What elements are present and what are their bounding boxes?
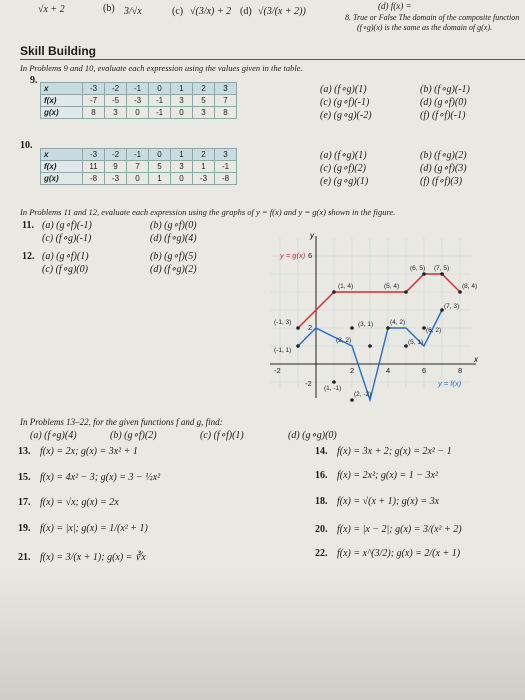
cell: -3 bbox=[105, 173, 127, 185]
p12-part-c: (c) (f∘g)(0) bbox=[42, 264, 88, 275]
p10-part-a: (a) (f∘g)(1) bbox=[320, 150, 367, 161]
problem-17-text: f(x) = √x; g(x) = 2x bbox=[40, 497, 119, 508]
cell: -1 bbox=[215, 161, 237, 173]
cell: 3 bbox=[105, 107, 127, 119]
g-curve bbox=[298, 274, 460, 328]
p10-part-f: (f) (f∘f)(3) bbox=[420, 176, 463, 187]
cell: 9 bbox=[105, 161, 127, 173]
p9-part-a: (a) (f∘g)(1) bbox=[320, 84, 367, 95]
find-d: (d) (g∘g)(0) bbox=[288, 430, 337, 441]
problem-19-number: 19. bbox=[18, 523, 31, 534]
problem-10-number: 10. bbox=[20, 140, 33, 151]
tick-label: 2 bbox=[350, 366, 355, 375]
cell: 3 bbox=[215, 83, 237, 95]
top-label-d: (d) bbox=[240, 6, 252, 17]
point-label: (1, -1) bbox=[324, 385, 342, 392]
top-expr-d: √(3/(x + 2)) bbox=[258, 6, 306, 17]
p10-part-e: (e) (g∘g)(1) bbox=[320, 176, 369, 187]
cell: 0 bbox=[149, 83, 171, 95]
tick-label: -2 bbox=[305, 379, 312, 388]
point-label: (1, 4) bbox=[338, 283, 354, 290]
cell: -8 bbox=[215, 173, 237, 185]
problem-17-number: 17. bbox=[18, 497, 31, 508]
p11-part-b: (b) (g∘f)(0) bbox=[150, 220, 197, 231]
cell: 1 bbox=[149, 173, 171, 185]
question-8: 8. True or False The domain of the composite function bbox=[345, 13, 520, 22]
page-shadow bbox=[0, 570, 525, 700]
cell: 7 bbox=[215, 95, 237, 107]
problem-16-number: 16. bbox=[315, 470, 328, 481]
cell: -8 bbox=[83, 173, 105, 185]
point-label: (8, 4) bbox=[462, 283, 478, 290]
cell: 2 bbox=[193, 149, 215, 161]
problem-12-number: 12. bbox=[22, 251, 35, 262]
problem-19-text: f(x) = |x|; g(x) = 1/(x² + 1) bbox=[40, 523, 148, 534]
intro-11-12: In Problems 11 and 12, evaluate each expression using the graphs of y = f(x) and y = g(x) shown in the figure. bbox=[20, 207, 396, 217]
p11-part-a: (a) (g∘f)(-1) bbox=[42, 220, 92, 231]
problem-18-text: f(x) = √(x + 1); g(x) = 3x bbox=[337, 496, 440, 507]
intro-13-22: In Problems 13–22, for the given functions f and g, find: bbox=[20, 417, 223, 427]
cell: -1 bbox=[127, 149, 149, 161]
problem-13-text: f(x) = 2x; g(x) = 3x² + 1 bbox=[40, 446, 138, 457]
tick-label: -2 bbox=[274, 366, 281, 375]
g-curve-label: y = g(x) bbox=[280, 251, 306, 260]
table-row-x bbox=[41, 83, 237, 95]
y-axis-label: y bbox=[310, 231, 314, 240]
problem-15-number: 15. bbox=[18, 472, 31, 483]
tick-label: 2 bbox=[308, 323, 313, 332]
cell: 3 bbox=[193, 107, 215, 119]
problem-13-number: 13. bbox=[18, 446, 31, 457]
point-label: (2, 2) bbox=[336, 337, 352, 344]
cell: -2 bbox=[105, 83, 127, 95]
problem-11-number: 11. bbox=[22, 220, 34, 231]
p12-part-b: (b) (g∘f)(5) bbox=[150, 251, 197, 262]
cell: 1 bbox=[171, 83, 193, 95]
intro-9-10: In Problems 9 and 10, evaluate each expression using the values given in the table. bbox=[20, 63, 303, 73]
cell: -3 bbox=[83, 83, 105, 95]
point-label: (-1, 1) bbox=[274, 347, 292, 354]
problem-22-text: f(x) = x^(3/2); g(x) = 2/(x + 1) bbox=[337, 548, 461, 559]
top-label-c: (c) bbox=[172, 6, 184, 17]
cell: -5 bbox=[105, 95, 127, 107]
top-d-fx: (d) f(x) = bbox=[378, 1, 412, 11]
problem-18-number: 18. bbox=[315, 496, 328, 507]
row-label: f(x) bbox=[41, 95, 83, 107]
p10-part-c: (c) (g∘f)(2) bbox=[320, 163, 366, 174]
function-graph bbox=[250, 228, 490, 408]
point-label: (7, 3) bbox=[444, 303, 460, 310]
problem-14-number: 14. bbox=[315, 446, 328, 457]
row-label: g(x) bbox=[41, 107, 83, 119]
cell: 0 bbox=[127, 107, 149, 119]
table-row-g bbox=[41, 107, 237, 119]
section-title: Skill Building bbox=[20, 44, 97, 58]
problem-9-number: 9. bbox=[30, 75, 38, 86]
p12-part-d: (d) (f∘g)(2) bbox=[150, 264, 197, 275]
problem-21-text: f(x) = 3/(x + 1); g(x) = ∛x bbox=[40, 552, 146, 563]
top-expr-a: √x + 2 bbox=[38, 4, 65, 15]
point-label: (5, 4) bbox=[384, 283, 400, 290]
cell: -3 bbox=[127, 95, 149, 107]
table-row-x bbox=[41, 149, 237, 161]
table-row-f bbox=[41, 95, 237, 107]
cell: -2 bbox=[105, 149, 127, 161]
find-c: (c) (f∘f)(1) bbox=[200, 430, 244, 441]
p9-part-f: (f) (f∘f)(-1) bbox=[420, 110, 466, 121]
row-label: x bbox=[41, 149, 83, 161]
problem-22-number: 22. bbox=[315, 548, 328, 559]
cell: 7 bbox=[127, 161, 149, 173]
cell: -1 bbox=[127, 83, 149, 95]
tick-label: 8 bbox=[458, 366, 463, 375]
find-b: (b) (g∘f)(2) bbox=[110, 430, 157, 441]
table-row-f bbox=[41, 161, 237, 173]
cell: 1 bbox=[171, 149, 193, 161]
cell: -3 bbox=[83, 149, 105, 161]
question-8-continued: (f∘g)(x) is the same as the domain of g(x). bbox=[357, 23, 492, 32]
p9-part-b: (b) (f∘g)(-1) bbox=[420, 84, 470, 95]
p11-part-d: (d) (f∘g)(4) bbox=[150, 233, 197, 244]
cell: -1 bbox=[149, 95, 171, 107]
cell: -1 bbox=[149, 107, 171, 119]
cell: 3 bbox=[171, 161, 193, 173]
section-rule bbox=[20, 59, 525, 60]
p9-part-c: (c) (g∘f)(-1) bbox=[320, 97, 370, 108]
p11-part-c: (c) (f∘g)(-1) bbox=[42, 233, 92, 244]
point-label: (3, 1) bbox=[358, 321, 374, 328]
problem-20-text: f(x) = |x − 2|; g(x) = 3/(x² + 2) bbox=[337, 524, 462, 535]
point-label: (6, 5) bbox=[410, 265, 426, 272]
top-expr-c: √(3/x) + 2 bbox=[190, 6, 232, 17]
row-label: f(x) bbox=[41, 161, 83, 173]
table-row-g bbox=[41, 173, 237, 185]
f-curve-label: y = f(x) bbox=[438, 379, 462, 388]
point-label: (5, 1) bbox=[408, 339, 424, 346]
point-label: (6, 2) bbox=[426, 327, 442, 334]
cell: 0 bbox=[171, 107, 193, 119]
problem-15-text: f(x) = 4x² − 3; g(x) = 3 − ½x² bbox=[40, 472, 161, 483]
top-label-b: (b) bbox=[103, 3, 115, 14]
p9-part-d: (d) (g∘f)(0) bbox=[420, 97, 467, 108]
p10-part-b: (b) (f∘g)(2) bbox=[420, 150, 467, 161]
p9-part-e: (e) (g∘g)(-2) bbox=[320, 110, 372, 121]
x-axis-label: x bbox=[474, 355, 478, 364]
point-label: (-1, 3) bbox=[274, 319, 292, 326]
cell: 3 bbox=[215, 149, 237, 161]
cell: 8 bbox=[215, 107, 237, 119]
cell: 5 bbox=[149, 161, 171, 173]
cell: 1 bbox=[193, 161, 215, 173]
cell: 11 bbox=[83, 161, 105, 173]
problem-14-text: f(x) = 3x + 2; g(x) = 2x² − 1 bbox=[337, 446, 452, 457]
tick-label: 6 bbox=[422, 366, 427, 375]
cell: 8 bbox=[83, 107, 105, 119]
cell: 0 bbox=[149, 149, 171, 161]
find-a: (a) (f∘g)(4) bbox=[30, 430, 77, 441]
cell: 3 bbox=[171, 95, 193, 107]
problem-10-table bbox=[40, 148, 237, 185]
cell: 0 bbox=[127, 173, 149, 185]
cell: 0 bbox=[171, 173, 193, 185]
p10-part-d: (d) (g∘f)(3) bbox=[420, 163, 467, 174]
problem-20-number: 20. bbox=[315, 524, 328, 535]
problem-16-text: f(x) = 2x²; g(x) = 1 − 3x² bbox=[337, 470, 438, 481]
p12-part-a: (a) (g∘f)(1) bbox=[42, 251, 89, 262]
top-expr-b: 3/√x bbox=[124, 6, 142, 17]
tick-label: 4 bbox=[386, 366, 391, 375]
cell: -3 bbox=[193, 173, 215, 185]
point-label: (7, 5) bbox=[434, 265, 450, 272]
row-label: x bbox=[41, 83, 83, 95]
point-label: (2, -2) bbox=[354, 391, 372, 398]
point-label: (4, 2) bbox=[390, 319, 406, 326]
tick-label: 6 bbox=[308, 251, 313, 260]
cell: 5 bbox=[193, 95, 215, 107]
problem-21-number: 21. bbox=[18, 552, 31, 563]
cell: -7 bbox=[83, 95, 105, 107]
cell: 2 bbox=[193, 83, 215, 95]
row-label: g(x) bbox=[41, 173, 83, 185]
problem-9-table bbox=[40, 82, 237, 119]
